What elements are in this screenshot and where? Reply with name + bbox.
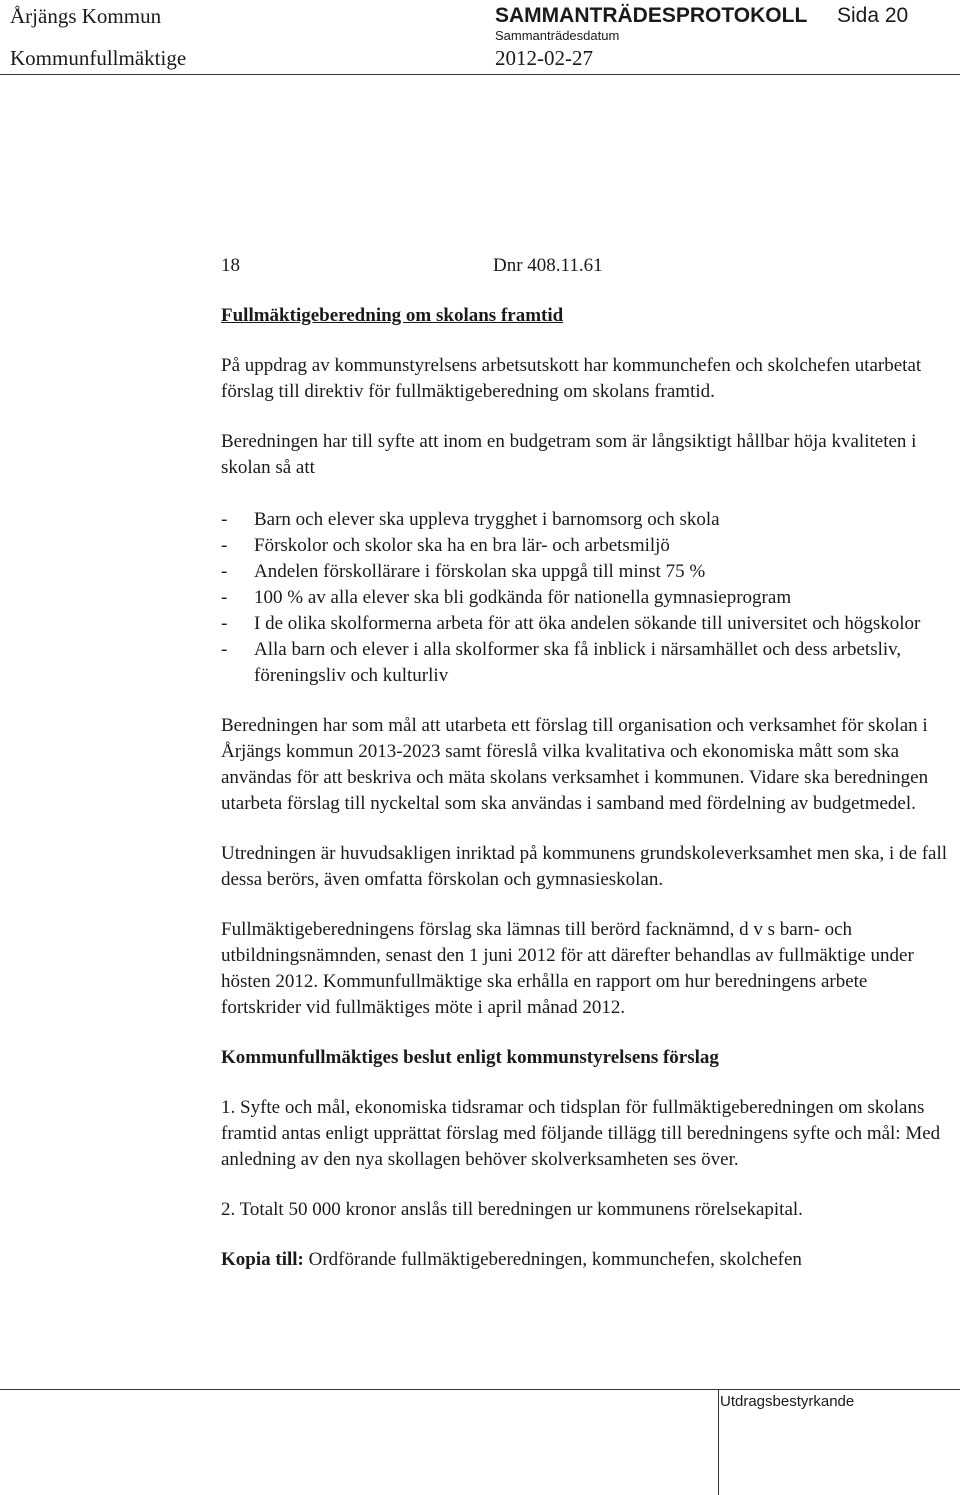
copy-recipients: Ordförande fullmäktigeberedningen, kommunchefen, skolchefen <box>303 1249 802 1270</box>
list-item: - I de olika skolformerna arbeta för att öka andelen sökande till universitet och högskolor <box>221 611 951 637</box>
footer-divider <box>0 1389 960 1390</box>
copy-label: Kopia till: <box>221 1249 304 1270</box>
header-meeting-date: 2012-02-27 <box>495 46 593 70</box>
header-department: Kommunfullmäktige <box>10 46 187 70</box>
list-item: - 100 % av alla elever ska bli godkända för nationella gymnasieprogram <box>221 585 951 611</box>
header-divider <box>0 74 960 75</box>
header-page-number: Sida 20 <box>837 4 909 27</box>
case-number: 18 <box>221 255 240 276</box>
list-item: - Förskolor och skolor ska ha en bra lär- och arbetsmiljö <box>221 533 951 559</box>
list-item: - Andelen förskollärare i förskolan ska uppgå till minst 75 % <box>221 559 951 585</box>
decision-heading: Kommunfullmäktiges beslut enligt kommunstyrelsens förslag <box>221 1047 719 1068</box>
copy-line <box>221 1247 951 1273</box>
case-line <box>221 253 951 279</box>
document-body <box>221 250 951 1273</box>
paragraph-goal: Beredningen har som mål att utarbeta ett förslag till organisation och verksamhet för skolan i Årjängs kommun 2013-2023 samt föreslå vilka kvalitativa och ekonomiska mått som ska användas för att beskriva och mäta skolans verksamhet i kommunen. Vidare ska beredningen utarbeta förslag till nyckeltal som ska användas i samband med fördelning av budgetmedel. <box>221 715 929 814</box>
case-title: Fullmäktigeberedning om skolans framtid <box>221 305 564 326</box>
header-date-label: Sammanträdesdatum <box>495 28 620 43</box>
paragraph-intro: På uppdrag av kommunstyrelsens arbetsutskott har kommunchefen och skolchefen utarbetat förslag till direktiv för fullmäktigeberedning om skolans framtid. <box>221 355 922 402</box>
decision-item-1: 1. Syfte och mål, ekonomiska tidsramar och tidsplan för fullmäktigeberedningen om skolans framtid antas enligt upprättat förslag med följande tillägg till beredningens syfte och mål: Med anledning av den nya skollagen behöver skolverksamheten ses över. <box>221 1097 941 1170</box>
case-dnr: Dnr 408.11.61 <box>493 255 603 276</box>
list-item: - Barn och elever ska uppleva trygghet i barnomsorg och skola <box>221 507 951 533</box>
header-document-title: SAMMANTRÄDESPROTOKOLL <box>495 4 808 27</box>
paragraph-purpose: Beredningen har till syfte att inom en budgetram som är långsiktigt hållbar höja kvaliteten i skolan så att <box>221 431 917 478</box>
decision-item-2: 2. Totalt 50 000 kronor anslås till beredningen ur kommunens rörelsekapital. <box>221 1199 803 1220</box>
goals-list <box>221 507 951 689</box>
list-item: - Alla barn och elever i alla skolformer ska få inblick i närsamhället och dess arbetsliv, föreningsliv och kulturliv <box>221 637 951 689</box>
paragraph-focus: Utredningen är huvudsakligen inriktad på kommunens grundskoleverksamhet men ska, i de fall dessa berörs, även omfatta förskolan och gymnasieskolan. <box>221 843 948 890</box>
paragraph-submission: Fullmäktigeberedningens förslag ska lämnas till berörd facknämnd, d v s barn- och utbildningsnämnden, senast den 1 juni 2012 för att därefter behandlas av fullmäktige under hösten 2012. Kommunfullmäktige ska erhålla en rapport om hur beredningens arbete fortskrider vid fullmäktiges möte i april månad 2012. <box>221 919 914 1018</box>
header-organization: Årjängs Kommun <box>10 4 162 28</box>
signature-box-divider <box>718 1389 719 1495</box>
signature-label: Utdragsbestyrkande <box>720 1393 855 1410</box>
